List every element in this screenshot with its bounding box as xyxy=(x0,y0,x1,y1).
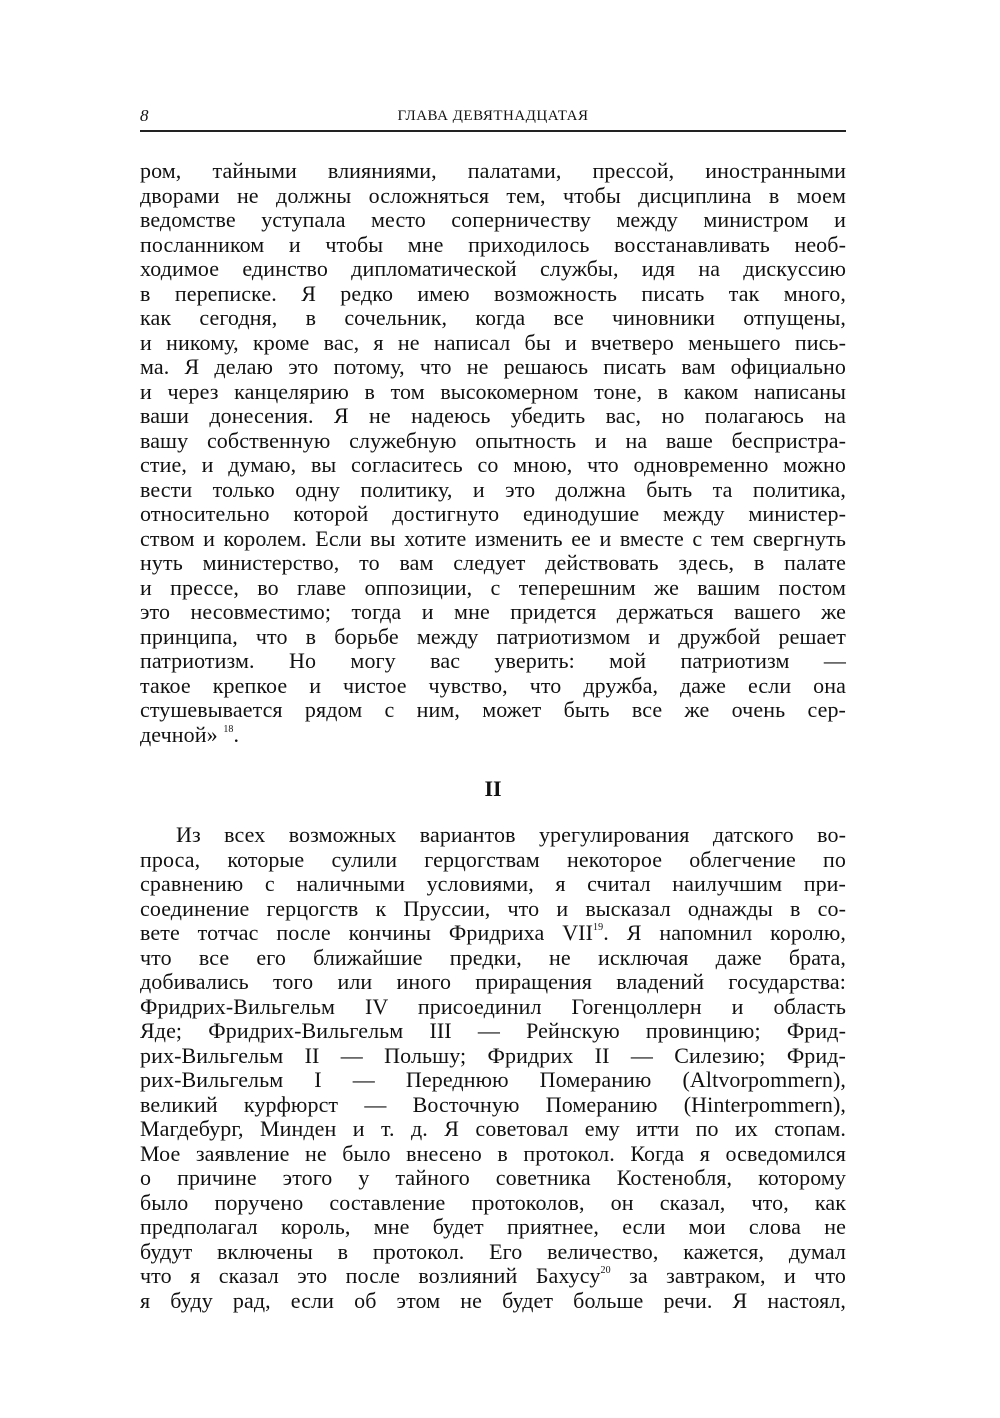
text-line: и прессе, во главе оппозиции, с теперешним же вашим постом xyxy=(140,574,846,600)
text-line: соединение герцогств к Пруссии, что и высказал однажды в со- xyxy=(140,895,846,921)
paragraph-2 xyxy=(140,823,846,1313)
text-line: вашу собственную служебную опытность и на ваше беспристра- xyxy=(140,427,846,453)
text-line: рих-Вильгельм I — Переднюю Померанию (Altvorpommern), xyxy=(140,1067,846,1092)
text-line xyxy=(140,1264,846,1289)
text-line: принципа, что в борьбе между патриотизмом и дружбой решает xyxy=(140,623,846,649)
text-line: стушевывается рядом с ним, может быть все же очень сер- xyxy=(140,697,846,722)
text-line: такое крепкое и чистое чувство, что дружба, даже если она xyxy=(140,672,846,698)
text-line: и никому, кроме вас, я не написал бы и вчетверо меньшего пись- xyxy=(140,329,846,355)
text-line: рих-Вильгельм II — Польшу; Фридрих II — Силезию; Фрид- xyxy=(140,1042,846,1068)
text-line: это несовместимо; тогда и мне придется держаться вашего же xyxy=(140,599,846,624)
footnote-ref-19[interactable]: 19 xyxy=(593,922,604,933)
text-line: ром, тайными влияниями, палатами, прессой, иностранными xyxy=(140,158,846,183)
text-fragment: . Я напомнил королю, xyxy=(603,920,847,945)
text-line: ведомстве уступала место соперничеству между министром и xyxy=(140,207,846,232)
paragraph-1 xyxy=(140,159,846,747)
text-line: я буду рад, если об этом не будет больше речи. Я настоял, xyxy=(140,1287,846,1313)
page-number: 8 xyxy=(140,106,149,125)
text-line: что все его ближайшие предки, не исключая даже брата, xyxy=(140,944,846,970)
section-number: II xyxy=(484,776,502,801)
text-line: о причине этого у тайного советника Костенобля, которому xyxy=(140,1165,846,1190)
text-line xyxy=(140,723,846,748)
text-line: относительно которой достигнуто единодушие между министер- xyxy=(140,501,846,526)
text-line: ходимое единство дипломатической службы, идя на дискуссию xyxy=(140,256,846,281)
text-line: вести только одну политику, и это должна быть та политика, xyxy=(140,476,846,502)
text-line: дворами не должны осложняться тем, чтобы дисциплина в моем xyxy=(140,182,846,208)
text-line: великий курфюрст — Восточную Померанию (Hinterpommern), xyxy=(140,1091,846,1117)
text-line: сравнению с наличными условиями, я считал наилучшим при- xyxy=(140,871,846,896)
text-fragment: за завтраком, и что xyxy=(610,1263,846,1288)
text-fragment: вете тотчас после кончины Фридриха VII xyxy=(140,920,594,945)
text-line: ма. Я делаю это потому, что не решаюсь писать вам официально xyxy=(140,354,846,379)
text-line: в переписке. Я редко имею возможность писать так много, xyxy=(140,280,846,306)
text-line: ством и королем. Если вы хотите изменить ее и вместе с тем свергнуть xyxy=(140,525,846,551)
text-line xyxy=(140,921,846,946)
text-line: Фридрих-Вильгельм IV присоединил Гогенцоллерн и область xyxy=(140,993,846,1019)
text-line: ваши донесения. Я не надеюсь убедить вас, но полагаюсь на xyxy=(140,403,846,428)
text-line: было поручено составление протоколов, он сказал, что, как xyxy=(140,1189,846,1215)
text-line: Мое заявление не было внесено в протокол. Когда я осведомился xyxy=(140,1140,846,1166)
text-fragment: . xyxy=(233,721,240,747)
text-line: предполагал король, мне будет приятнее, если мои слова не xyxy=(140,1214,846,1239)
text-fragment: что я сказал это после возлияний Бахусу xyxy=(140,1263,601,1288)
text-line: Магдебург, Минден и т. д. Я советовал ему итти по их стопам. xyxy=(140,1116,846,1141)
text-line: патриотизм. Но могу вас уверить: мой патриотизм — xyxy=(140,648,846,673)
text-line: стие, и думаю, вы согласитесь со мною, что одновременно можно xyxy=(140,452,846,477)
text-fragment: дечной» xyxy=(140,721,224,747)
text-line: нуть министерство, то вам следует действовать здесь, в палате xyxy=(140,550,846,575)
text-line: как сегодня, в сочельник, когда все чиновники отпущены, xyxy=(140,305,846,330)
text-line: Яде; Фридрих-Вильгельм III — Рейнскую провинцию; Фрид- xyxy=(140,1018,846,1043)
text-line: добивались того или иного приращения владений государства: xyxy=(140,969,846,994)
text-line: проса, которые сулили герцогствам некоторое облегчение по xyxy=(140,846,846,872)
text-line: Из всех возможных вариантов урегулирования датского во- xyxy=(176,822,846,847)
footnote-ref-18[interactable]: 18 xyxy=(223,723,234,735)
chapter-title: ГЛАВА ДЕВЯТНАДЦАТАЯ xyxy=(397,108,589,124)
footnote-ref-20[interactable]: 20 xyxy=(600,1265,611,1276)
text-line: и через канцелярию в том высокомерном тоне, в каком написаны xyxy=(140,378,846,404)
text-line: посланником и чтобы мне приходилось восстанавливать необ- xyxy=(140,231,846,257)
running-header xyxy=(140,106,846,130)
text-line: будут включены в протокол. Его величество, кажется, думал xyxy=(140,1238,846,1264)
header-rule xyxy=(140,130,846,132)
